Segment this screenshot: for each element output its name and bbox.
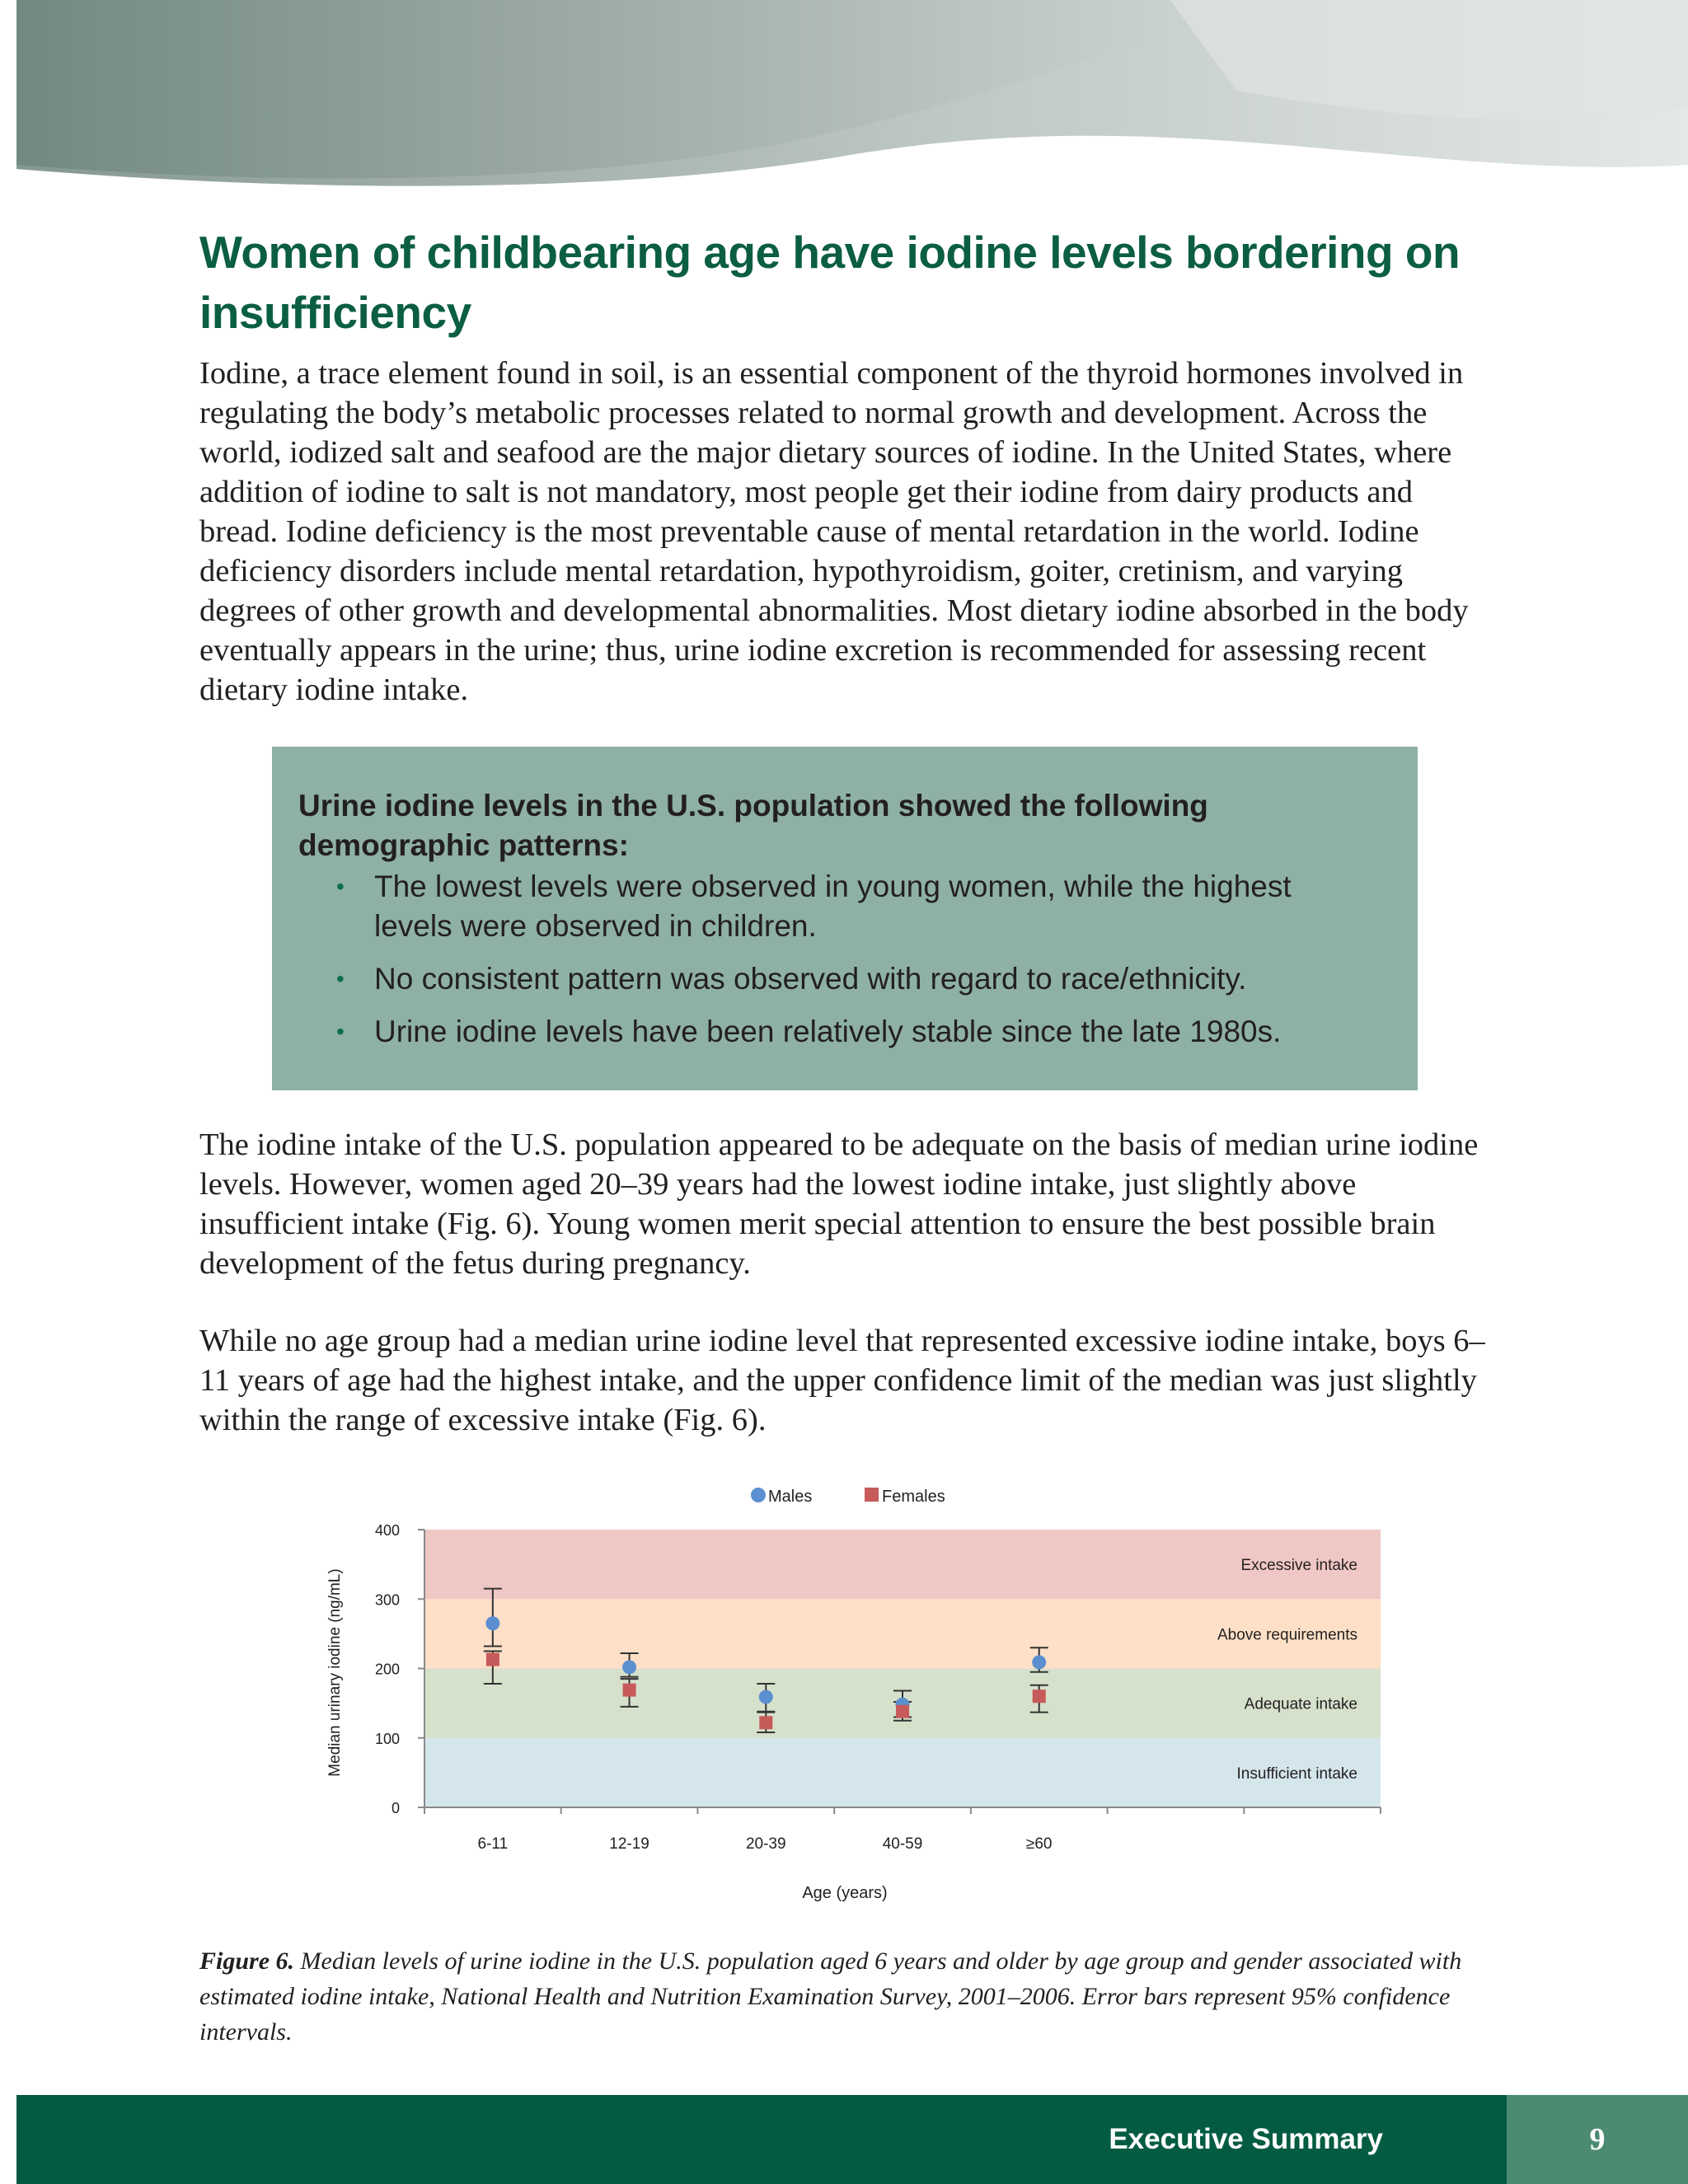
data-point-female	[896, 1705, 909, 1718]
bullet-icon: •	[336, 1019, 345, 1044]
body-paragraph-3: While no age group had a median urine iodine level that represented excessive iodine intake, boys 6–11 years of age had the highest intake, and the upper confidence limit of the median was just slightly within the range of excessive intake (Fig. 6).	[199, 1324, 1485, 1437]
band-label: Insufficient intake	[1236, 1765, 1357, 1783]
data-point-male	[1032, 1655, 1046, 1669]
page-number: 9	[1507, 2095, 1688, 2184]
bullet-text: Urine iodine levels have been relatively stable since the late 1980s.	[374, 1015, 1282, 1048]
y-tick-label: 300	[374, 1591, 400, 1609]
x-tick-label: ≥60	[1025, 1835, 1053, 1853]
bullet-icon: •	[336, 966, 345, 991]
y-tick-label: 0	[391, 1800, 400, 1816]
data-point-male	[485, 1616, 499, 1630]
list-item	[272, 959, 1322, 999]
data-point-female	[759, 1716, 772, 1729]
legend-label: Males	[768, 1488, 813, 1506]
bullet-icon: •	[336, 874, 345, 899]
band-label: Excessive intake	[1240, 1557, 1357, 1575]
y-axis-title: Median urinary iodine (ng/mL)	[326, 1568, 344, 1777]
page-title: Women of childbearing age have iodine levels bordering on insufficiency	[199, 227, 1461, 338]
page-margin	[0, 0, 16, 2184]
figure-caption	[199, 1943, 1485, 2050]
x-tick-label: 20-39	[745, 1835, 786, 1853]
data-point-female	[623, 1684, 636, 1697]
x-axis-title: Age (years)	[802, 1884, 888, 1902]
band-label: Adequate intake	[1244, 1695, 1357, 1713]
data-point-male	[759, 1690, 773, 1704]
legend-marker	[751, 1488, 766, 1502]
legend-marker	[865, 1488, 879, 1502]
caption-text: Median levels of urine iodine in the U.S. population aged 6 years and older by age group and gender associated with estimated iodine intake, National Health and Nutrition Examination Survey, 2001–2006. Error bars represent 95% confidence intervals.	[199, 1947, 1462, 2046]
legend-label: Females	[882, 1488, 945, 1506]
callout-heading: Urine iodine levels in the U.S. population showed the following demographic patterns:	[298, 789, 1208, 862]
y-tick-label: 200	[374, 1661, 400, 1678]
data-point-male	[622, 1660, 636, 1674]
x-tick-label: 40-59	[882, 1835, 923, 1853]
y-tick-label: 400	[374, 1522, 400, 1539]
figure-label: Figure 6.	[199, 1947, 295, 1975]
intro-paragraph: Iodine, a trace element found in soil, is an essential component of the thyroid hormones involved in regulating the body’s metabolic processes related to normal growth and development. Across the world, iodized salt and seafood are the major dietary sources of iodine. In the United States, where addition of iodine to salt is not mandatory, most people get their iodine from dairy products and bread. Iodine deficiency is the most preventable cause of mental retardation in the world. Iodine deficiency disorders include mental retardation, hypothyroidism, goiter, cretinism, and varying degrees of other growth and developmental abnormalities. Most dietary iodine absorbed in the body eventually appears in the urine; thus, urine iodine excretion is recommended for assessing recent dietary iodine intake.	[199, 356, 1469, 707]
band-label: Above requirements	[1217, 1626, 1357, 1644]
footer-bar	[16, 2095, 1688, 2184]
bullet-text: No consistent pattern was observed with regard to race/ethnicity.	[374, 962, 1247, 996]
footer-section-title: Executive Summary	[1109, 2123, 1383, 2155]
list-item	[272, 1012, 1322, 1052]
x-tick-label: 6-11	[477, 1835, 509, 1853]
body-paragraph-2: The iodine intake of the U.S. population appeared to be adequate on the basis of median urine iodine levels. However, women aged 20–39 years had the lowest iodine intake, just slightly above insufficient intake (Fig. 6). Young women merit special attention to ensure the best possible brain development of the fetus during pregnancy.	[199, 1127, 1479, 1281]
intake-band	[424, 1530, 1381, 1599]
callout-box	[272, 747, 1418, 1090]
header-wave-graphic	[16, 0, 1688, 198]
y-tick-label: 100	[374, 1730, 400, 1747]
bullet-text: The lowest levels were observed in young women, while the highest levels were observed in children.	[374, 869, 1292, 943]
data-point-female	[1033, 1690, 1046, 1703]
x-tick-label: 12-19	[609, 1835, 649, 1853]
iodine-chart	[297, 1475, 1393, 1904]
list-item	[272, 867, 1322, 946]
callout-bullet-list	[272, 867, 1418, 1065]
data-point-female	[486, 1653, 499, 1666]
